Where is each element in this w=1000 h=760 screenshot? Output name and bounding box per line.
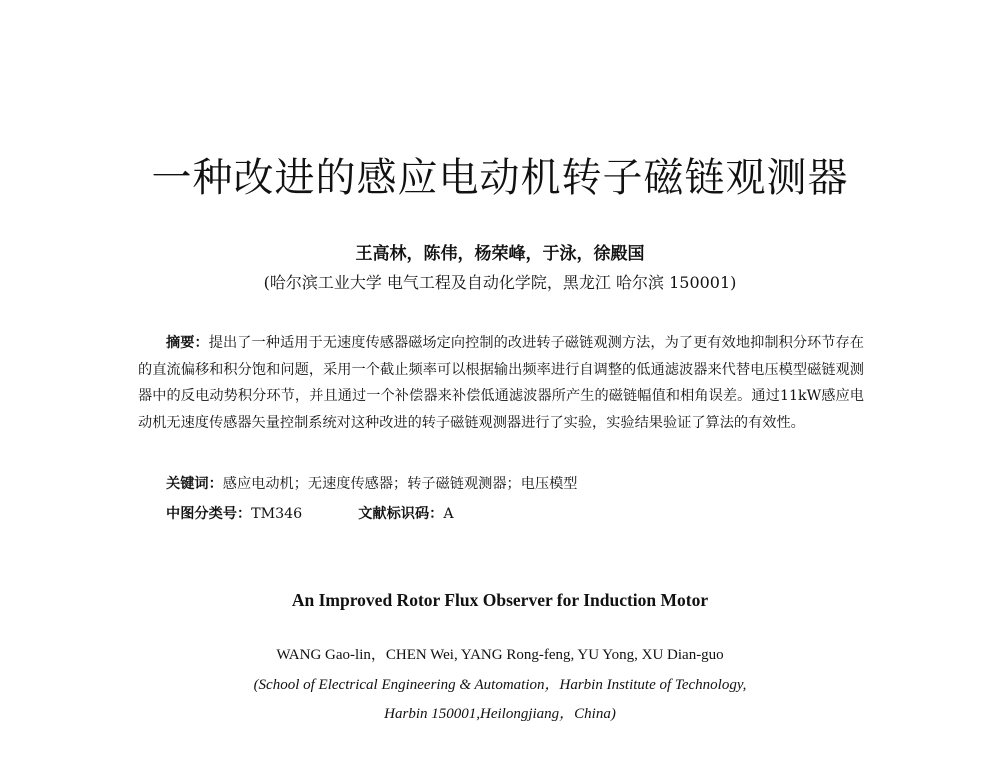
keywords-label: 关键词： [166, 476, 223, 492]
authors-en: WANG Gao-lin，CHEN Wei, YANG Rong-feng, YU Yong, XU Dian-guo [276, 647, 724, 663]
affiliation-en-line1: (School of Electrical Engineering & Automation，Harbin Institute of Technology, [253, 677, 747, 693]
abstract-text: 提出了一种适用于无速度传感器磁场定向控制的改进转子磁链观测方法，为了更有效地抑制积分环节存在的直流偏移和积分饱和问题，采用一个截止频率可以根据输出频率进行自调整的低通滤波器来代替电压模型磁链观测器中的反电动势积分环节，并且通过一个补偿器来补偿低通滤波器所产生的磁链幅值和相角误差。通过11kW感应电动机无速度传感器矢量控制系统对这种改进的转子磁链观测器进行了实验，实验结果验证了算法的有效性。 [138, 335, 864, 431]
keywords-text: 感应电动机；无速度传感器；转子磁链观测器；电压模型 [222, 476, 578, 492]
classification-line [166, 502, 454, 526]
keywords-cn [166, 472, 577, 496]
affiliation-cn: (哈尔滨工业大学 电气工程及自动化学院，黑龙江 哈尔滨 150001) [263, 273, 737, 292]
abstract-cn [138, 330, 864, 436]
affiliation-en-line2: Harbin 150001,Heilongjiang，China) [384, 706, 616, 722]
paper-title-en: An Improved Rotor Flux Observer for Induction Motor [291, 590, 709, 610]
clc-value: TM346 [251, 506, 303, 522]
clc-label: 中图分类号： [166, 506, 252, 522]
doc-code-label: 文献标识码： [358, 506, 444, 522]
authors-cn: 王高林，陈伟，杨荣峰，于泳，徐殿国 [355, 244, 645, 264]
paper-title-cn: 一种改进的感应电动机转子磁链观测器 [151, 155, 849, 201]
abstract-label: 摘要： [166, 335, 209, 351]
doc-code-value: A [443, 506, 454, 522]
